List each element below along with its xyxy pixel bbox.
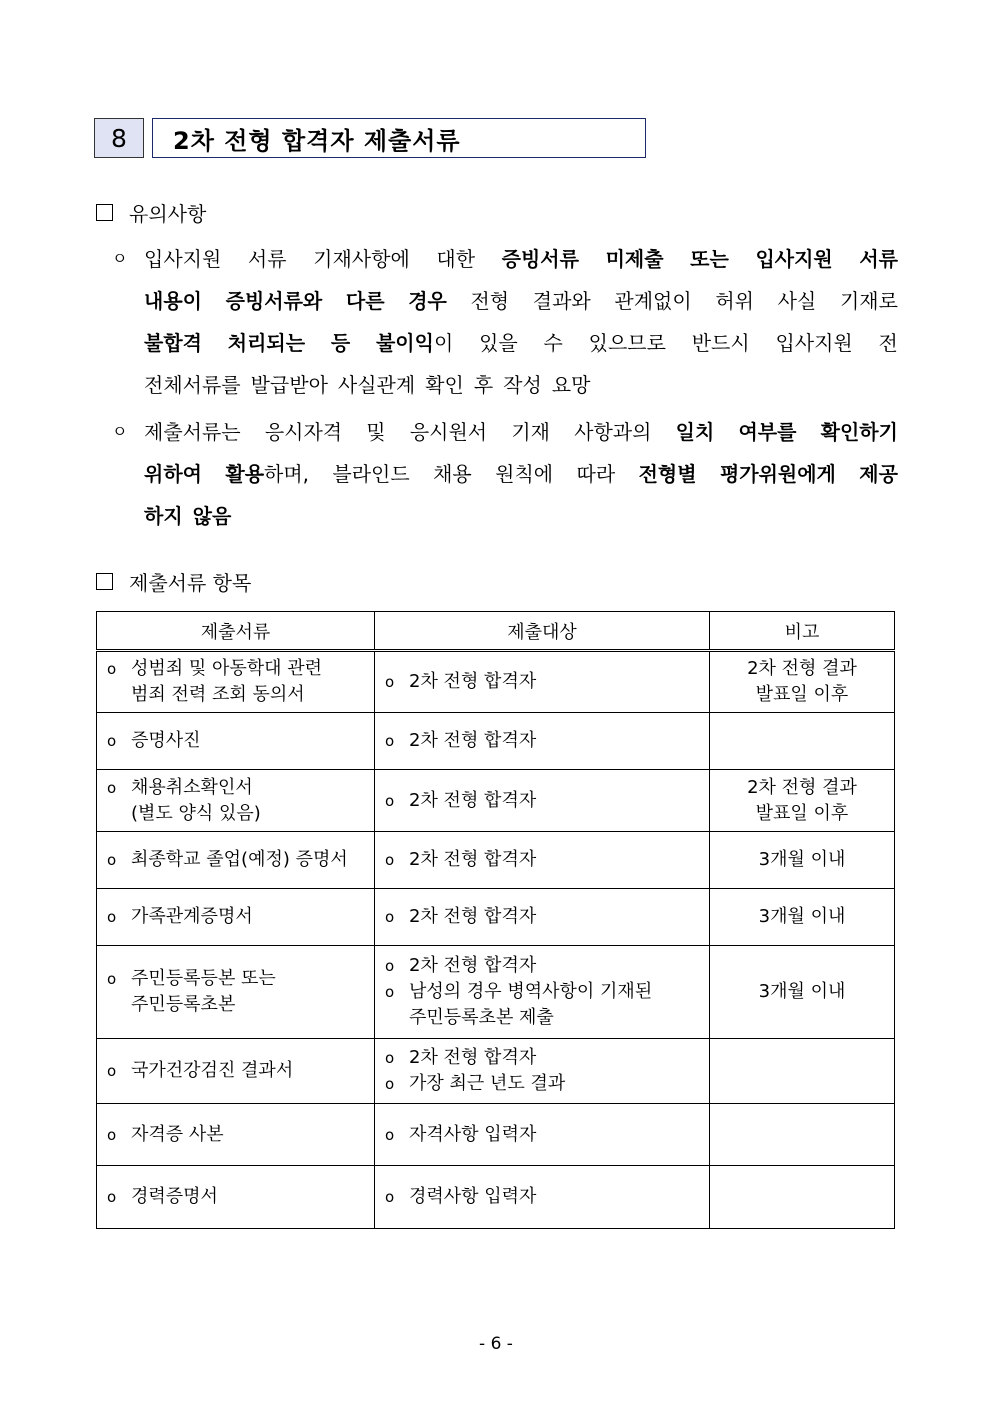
bold-word: 않음 <box>192 503 232 528</box>
bold-word: 여부를 <box>738 419 797 444</box>
page-number: - 6 - <box>479 1334 513 1354</box>
note-cell <box>710 889 895 946</box>
target-line <box>385 847 699 873</box>
target-line <box>385 1071 699 1097</box>
document-name: 성범죄 및 아동학대 관련 <box>131 658 323 679</box>
target-cell <box>375 1166 710 1229</box>
table-row <box>97 889 895 946</box>
document-cell <box>97 1166 375 1229</box>
document-cell <box>97 832 375 889</box>
target-line <box>385 788 699 814</box>
document-name: 채용취소확인서 <box>131 776 253 798</box>
word: 대한 <box>436 246 476 271</box>
word <box>144 458 202 487</box>
document-line <box>107 801 364 827</box>
section-title: 2차 전형 합격자 제출서류 <box>152 118 646 158</box>
notice-heading: 유의사항 <box>129 202 207 226</box>
bullet-text <box>144 243 898 272</box>
word <box>144 500 183 529</box>
bullet-circle-icon: o <box>385 673 395 691</box>
word: 수 <box>543 330 563 355</box>
bullet-circle-icon: o <box>385 1075 395 1093</box>
word: 발급받아 <box>250 372 328 397</box>
target-text: 2차 전형 합격자 <box>409 671 537 692</box>
note-cell <box>710 1039 895 1104</box>
target-text: 2차 전형 합격자 <box>409 730 537 751</box>
target-text: 남성의 경우 병역사항이 기재된 <box>409 981 653 1002</box>
word: 기재사항에 <box>313 246 410 271</box>
items-heading: 제출서류 항목 <box>129 571 252 595</box>
word <box>755 243 832 272</box>
bullet-circle-icon: o <box>107 1062 117 1080</box>
indent <box>107 801 131 827</box>
bold-word: 일치 <box>675 419 715 444</box>
word: 전형 <box>470 288 510 313</box>
word: 후 <box>473 372 494 397</box>
bold-word: 처리되는 <box>227 330 306 355</box>
word: 반드시 <box>691 330 750 355</box>
target-text: 2차 전형 합격자 <box>409 849 537 870</box>
word <box>144 285 202 314</box>
word <box>193 500 232 529</box>
word <box>738 416 796 445</box>
bullet-circle-icon: ㅇ <box>112 421 128 441</box>
document-cell <box>97 770 375 832</box>
bold-word: 확인하기 <box>820 419 898 444</box>
note-cell <box>710 651 895 713</box>
bullet-text <box>144 369 898 398</box>
target-line <box>385 728 699 754</box>
bold-word: 경우 <box>408 288 447 313</box>
table-row <box>97 832 895 889</box>
bullet-circle-icon: ㅇ <box>112 248 128 268</box>
note-text: 2차 전형 결과 <box>747 658 857 679</box>
word <box>639 458 697 487</box>
bold-word: 불합격 <box>144 330 202 355</box>
bold-word: 입사지원 <box>755 246 833 271</box>
table-row <box>97 946 895 1039</box>
document-name: 범죄 전력 조회 동의서 <box>131 684 305 705</box>
target-line <box>385 904 699 930</box>
checkbox-icon <box>96 573 113 590</box>
bold-word: 평가위원에게 <box>719 461 836 486</box>
target-cell <box>375 832 710 889</box>
word: 있으므로 <box>588 330 666 355</box>
header-documents: 제출서류 <box>97 612 375 651</box>
word: 관계없이 <box>614 288 692 313</box>
word: 및 <box>366 419 386 444</box>
bold-word: 내용이 <box>144 288 202 313</box>
word: 원칙에 <box>495 461 554 486</box>
notice-bullet-2 <box>112 409 898 535</box>
section-header <box>94 118 646 158</box>
bullet-line <box>112 278 898 320</box>
bold-word: 또는 <box>690 246 729 271</box>
document-name: 국가건강검진 결과서 <box>131 1060 294 1081</box>
bullet-circle-icon: o <box>107 908 117 926</box>
target-line <box>385 953 699 979</box>
word: 사실관계 <box>337 372 416 397</box>
word: 작성 <box>503 372 542 397</box>
word <box>331 327 350 356</box>
document-name: (별도 양식 있음) <box>131 802 261 824</box>
target-text: 2차 전형 합격자 <box>409 906 537 927</box>
document-line <box>107 904 364 930</box>
word <box>502 243 579 272</box>
note-cell <box>710 946 895 1039</box>
note-text: 3개월 이내 <box>758 906 846 927</box>
target-text: 2차 전형 합격자 <box>409 789 537 811</box>
word: 서류 <box>247 246 287 271</box>
bullet-circle-icon: o <box>385 851 395 869</box>
note-cell <box>710 713 895 770</box>
word <box>676 416 715 445</box>
word: 따라 <box>576 461 616 486</box>
document-line <box>107 728 364 754</box>
bullet-line <box>112 493 898 535</box>
table-row <box>97 651 895 713</box>
word: 사항과의 <box>574 419 652 444</box>
document-name: 최종학교 졸업(예정) 증명서 <box>131 849 348 870</box>
bullet-text <box>144 500 898 529</box>
word <box>226 285 323 314</box>
word <box>228 327 305 356</box>
bold-word: 전형별 <box>638 461 697 486</box>
bold-word: 다른 <box>345 288 385 313</box>
document-line <box>107 775 364 801</box>
bold-word: 미제출 <box>605 246 664 271</box>
section-number: 8 <box>94 118 144 158</box>
word: 허위 <box>715 288 754 313</box>
note-text: 3개월 이내 <box>758 981 846 1002</box>
target-line <box>385 1184 699 1210</box>
document-line <box>107 966 364 992</box>
bold-word: 서류 <box>859 246 898 271</box>
word: 사실 <box>777 288 817 313</box>
document-cell <box>97 651 375 713</box>
note-cell <box>710 832 895 889</box>
document-name: 가족관계증명서 <box>131 906 253 927</box>
bullet-circle-icon: o <box>385 983 395 1001</box>
indent <box>385 1005 409 1031</box>
word <box>408 285 447 314</box>
document-line <box>107 1122 364 1148</box>
bullet-circle-icon: o <box>107 970 117 988</box>
bullet-line <box>112 320 898 362</box>
bold-word: 활용 <box>225 461 265 486</box>
bullet-circle-icon: o <box>385 957 395 975</box>
word <box>859 243 898 272</box>
bullet-circle-icon: o <box>107 778 117 797</box>
bullet-circle-icon: o <box>107 1188 117 1206</box>
note-text: 2차 전형 결과 <box>747 776 857 798</box>
bold-word: 위하여 <box>144 461 202 486</box>
bullet-circle-icon: o <box>385 791 395 810</box>
document-cell <box>97 1104 375 1166</box>
notice-heading-row <box>96 198 206 227</box>
word: 활용하며, <box>225 461 310 486</box>
word: 전체서류를 <box>144 372 241 397</box>
table-row <box>97 713 895 770</box>
target-line <box>385 1122 699 1148</box>
bold-word: 등 <box>330 330 351 355</box>
table-row <box>97 1104 895 1166</box>
bullet-circle-icon: o <box>385 1049 395 1067</box>
notice-bullet-1 <box>112 236 898 404</box>
target-line <box>385 979 699 1005</box>
target-line <box>385 1045 699 1071</box>
target-line <box>385 1005 699 1031</box>
items-heading-row <box>96 567 251 596</box>
document-cell <box>97 889 375 946</box>
document-line <box>107 656 364 682</box>
word: 불이익이 <box>375 330 454 355</box>
note-cell <box>710 1104 895 1166</box>
word <box>821 416 898 445</box>
note-cell <box>710 1166 895 1229</box>
note-cell <box>710 770 895 832</box>
note-text: 3개월 이내 <box>758 849 846 870</box>
bullet-text <box>144 285 898 314</box>
bullet-text <box>144 416 898 445</box>
document-cell <box>97 946 375 1039</box>
document-name: 주민등록초본 <box>131 994 236 1015</box>
word: 응시자격 <box>264 419 343 444</box>
target-text: 2차 전형 합격자 <box>409 955 537 976</box>
document-name: 증명사진 <box>131 730 201 751</box>
word: 요망 <box>551 372 591 397</box>
document-cell <box>97 713 375 770</box>
word: 입사지원 <box>144 246 222 271</box>
word <box>690 243 729 272</box>
target-text: 2차 전형 합격자 <box>409 1047 537 1068</box>
bullet-text <box>144 458 898 487</box>
documents-table <box>96 611 895 1229</box>
bullet-circle-icon: o <box>385 1188 395 1206</box>
bold-word: 불이익 <box>375 330 434 355</box>
bold-word: 증빙서류 <box>501 246 579 271</box>
target-cell <box>375 1104 710 1166</box>
header-target: 제출대상 <box>375 612 710 651</box>
word: 결과와 <box>532 288 591 313</box>
target-text: 자격사항 입력자 <box>409 1123 537 1145</box>
word: 블라인드 <box>332 461 410 486</box>
table-row <box>97 770 895 832</box>
target-text: 주민등록초본 제출 <box>409 1007 554 1028</box>
word: 제출서류는 <box>144 419 241 444</box>
note-text: 발표일 이후 <box>755 684 849 705</box>
bold-word: 증빙서류와 <box>225 288 323 313</box>
target-cell <box>375 889 710 946</box>
bullet-line <box>112 409 898 451</box>
target-cell <box>375 946 710 1039</box>
word <box>720 458 836 487</box>
word: 채용 <box>433 461 472 486</box>
word <box>606 243 664 272</box>
table-row <box>97 1166 895 1229</box>
bullet-circle-icon: o <box>107 660 117 678</box>
bullet-line <box>112 451 898 493</box>
target-cell <box>375 713 710 770</box>
bullet-circle-icon: o <box>385 908 395 926</box>
document-name: 주민등록등본 또는 <box>131 968 276 989</box>
word: 기재로 <box>839 288 898 313</box>
word <box>859 458 898 487</box>
bullet-circle-icon: o <box>385 1125 395 1144</box>
word <box>346 285 385 314</box>
word: 전 <box>878 330 898 355</box>
document-line <box>107 1184 364 1210</box>
document-line <box>107 992 364 1018</box>
bullet-line <box>112 362 898 404</box>
header-note: 비고 <box>710 612 895 651</box>
checkbox-icon <box>96 204 113 221</box>
document-line <box>107 1058 364 1084</box>
target-text: 경력사항 입력자 <box>409 1186 537 1207</box>
word: 입사지원 <box>775 330 853 355</box>
word <box>144 327 202 356</box>
bold-word: 제공 <box>859 461 898 486</box>
target-line <box>385 669 699 695</box>
bold-word: 하지 <box>144 503 183 528</box>
table-row <box>97 1039 895 1104</box>
bullet-circle-icon: o <box>107 1125 117 1144</box>
indent <box>107 682 131 708</box>
target-text: 가장 최근 년도 결과 <box>409 1073 566 1094</box>
bullet-circle-icon: o <box>107 732 117 750</box>
indent <box>107 992 131 1018</box>
document-cell <box>97 1039 375 1104</box>
bullet-circle-icon: o <box>107 851 117 869</box>
word: 기재 <box>511 419 550 444</box>
word: 있을 <box>479 330 518 355</box>
word: 응시원서 <box>409 419 488 444</box>
target-cell <box>375 651 710 713</box>
document-name: 경력증명서 <box>131 1186 218 1207</box>
document-line <box>107 847 364 873</box>
target-cell <box>375 770 710 832</box>
word: 확인 <box>425 372 464 397</box>
document-line <box>107 682 364 708</box>
document-name: 자격증 사본 <box>131 1123 224 1145</box>
note-text: 발표일 이후 <box>755 802 849 824</box>
bullet-line <box>112 236 898 278</box>
bullet-text <box>144 327 898 356</box>
bullet-circle-icon: o <box>385 732 395 750</box>
target-cell <box>375 1039 710 1104</box>
